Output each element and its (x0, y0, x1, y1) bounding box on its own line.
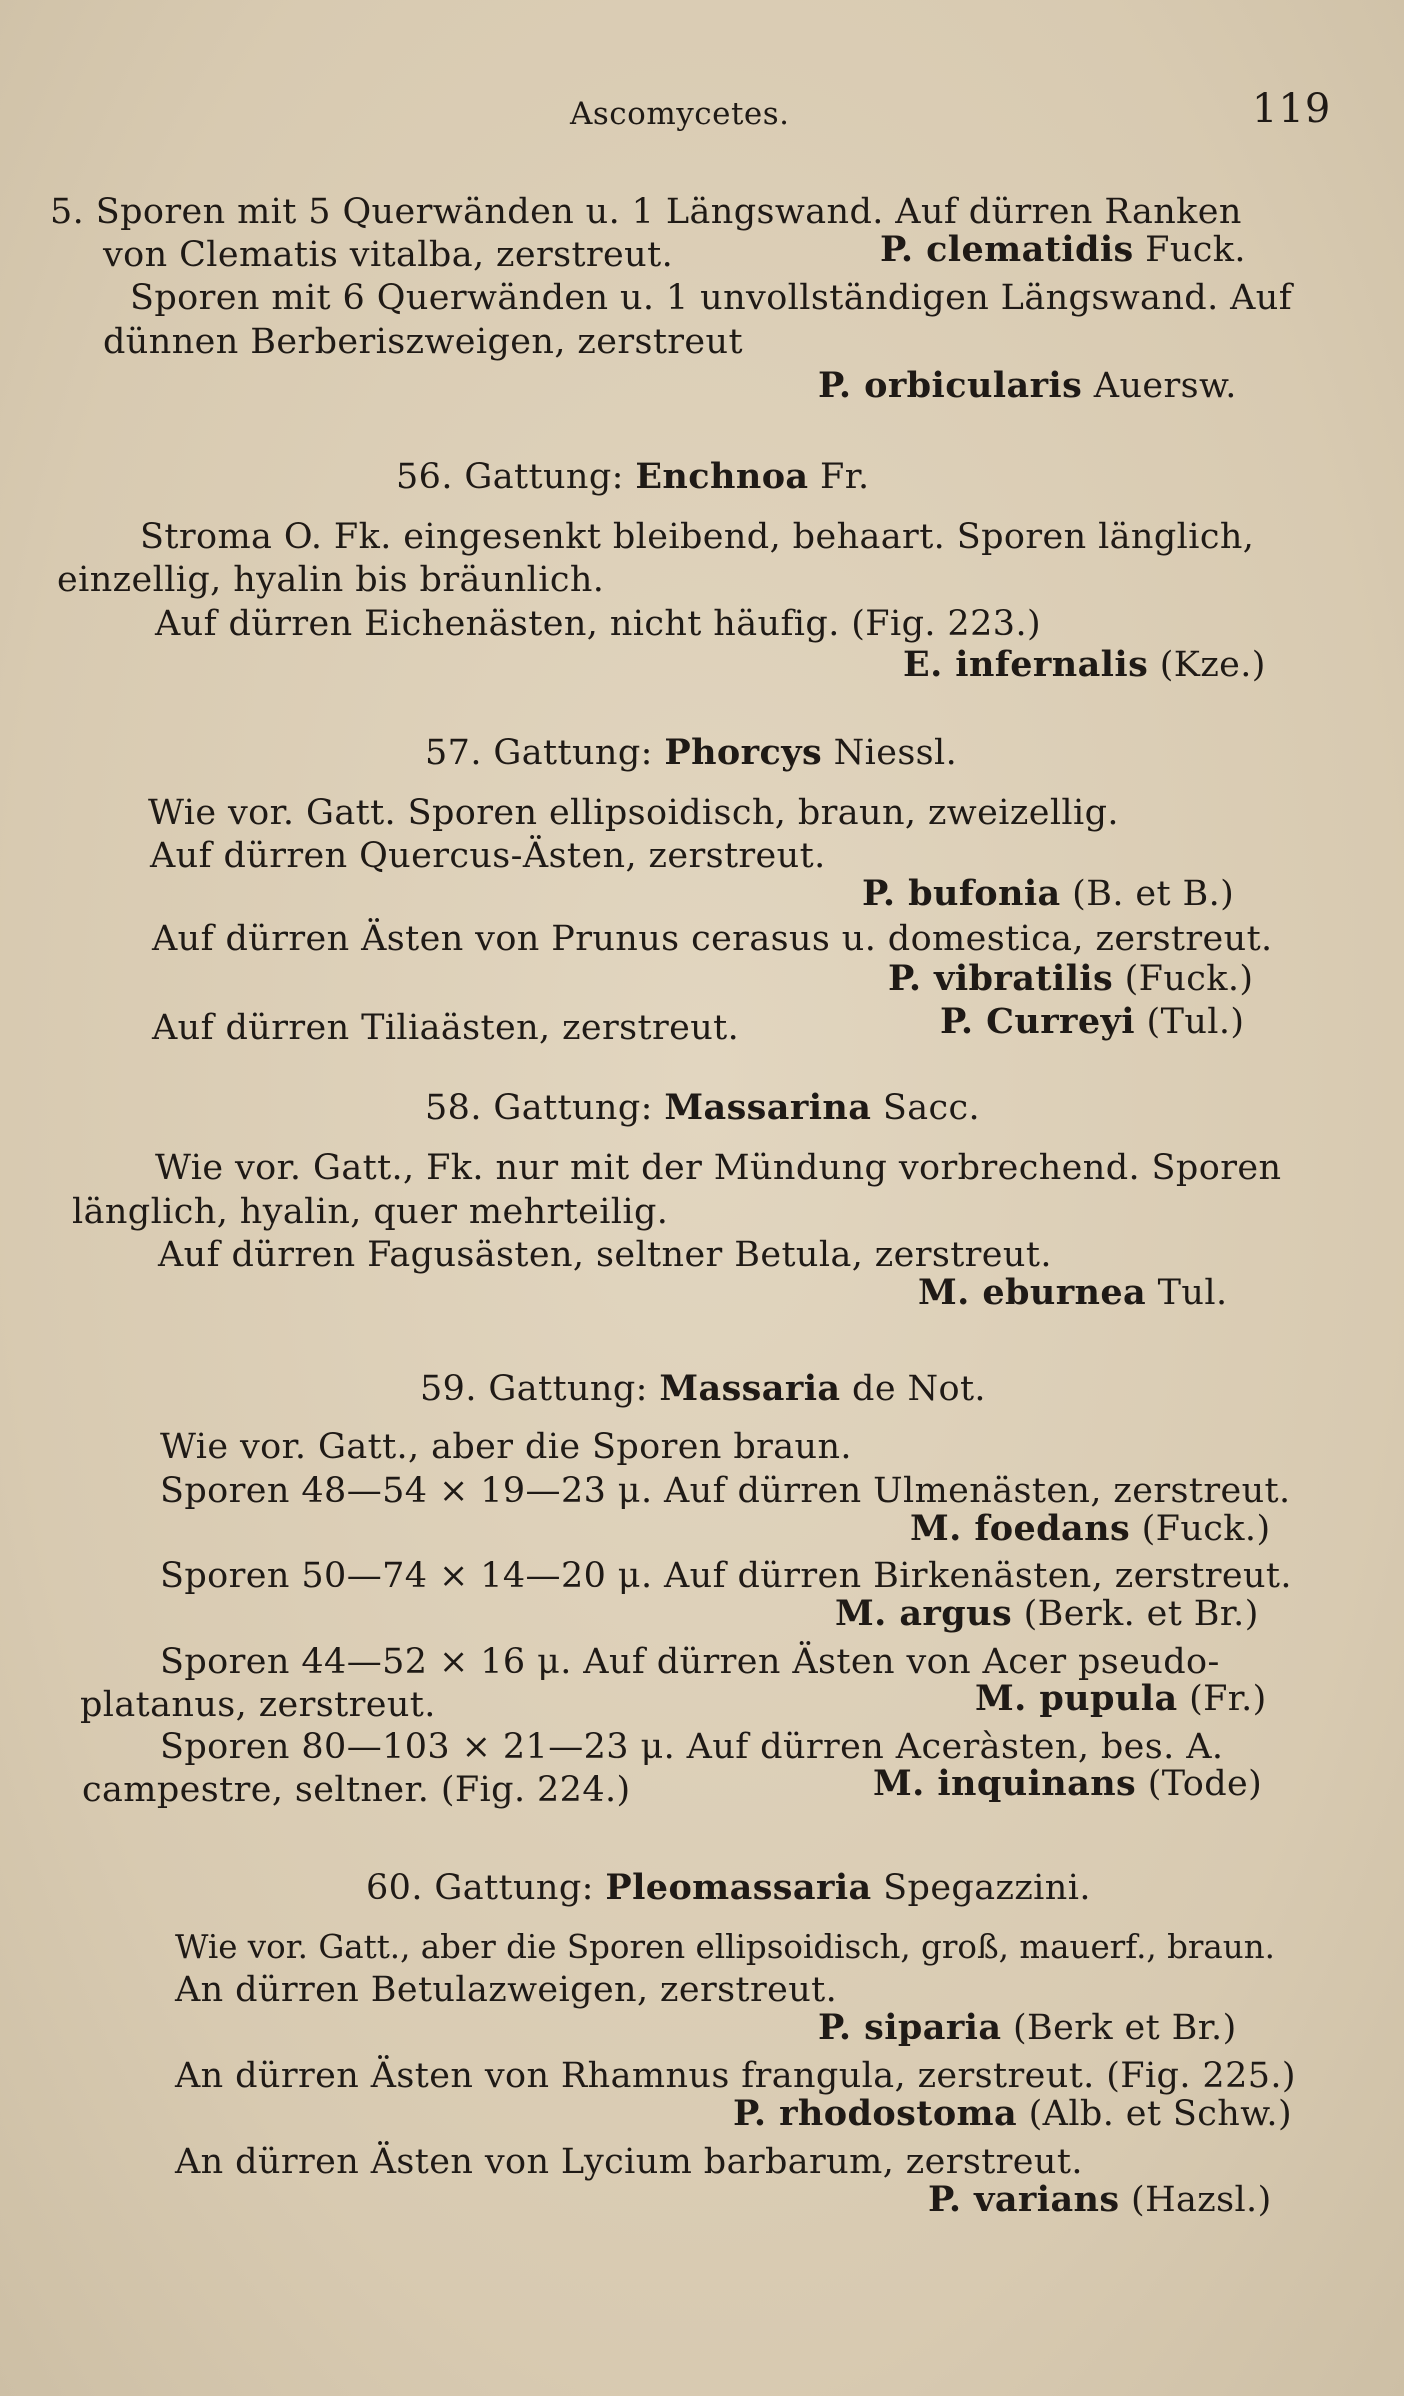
species-author: (Fuck.) (1141, 1509, 1271, 1549)
species-entry (928, 2178, 1272, 2222)
body-line: Auf dürren Ästen von Prunus cerasus u. domestica, zerstreut. (152, 919, 1273, 959)
genus-number: 59. Gattung: (420, 1369, 648, 1409)
species-name: P. Curreyi (940, 1001, 1135, 1042)
genus-author: Spegazzini. (883, 1868, 1091, 1908)
species-name: P. vibratilis (888, 958, 1114, 999)
species-entry (888, 957, 1253, 1001)
body-line: Stroma O. Fk. eingesenkt bleibend, behaart. Sporen länglich, (140, 517, 1255, 557)
body-line: Sporen 50—74 × 14—20 μ. Auf dürren Birkenästen, zerstreut. (160, 1556, 1292, 1596)
genus-name: Phorcys (664, 732, 823, 773)
species-author: (Alb. et Schw.) (1028, 2094, 1292, 2134)
body-line: dünnen Berberiszweigen, zerstreut (103, 322, 743, 362)
species-author: Tul. (1157, 1273, 1228, 1313)
genus-author: de Not. (852, 1369, 986, 1409)
genus-number: 56. Gattung: (396, 457, 624, 497)
species-entry (873, 1762, 1262, 1806)
body-line: An dürren Ästen von Lycium barbarum, zerstreut. (175, 2142, 1083, 2182)
genus-heading (425, 1086, 980, 1130)
genus-number: 60. Gattung: (366, 1868, 594, 1908)
genus-heading (425, 731, 957, 775)
species-name: M. inquinans (873, 1763, 1137, 1804)
body-line: Sporen 44—52 × 16 μ. Auf dürren Ästen von Acer pseudo- (160, 1642, 1220, 1682)
species-name: P. orbicularis (818, 365, 1083, 406)
page-number: 119 (1252, 86, 1332, 132)
species-author: (Berk. et Br.) (1023, 1594, 1259, 1634)
body-line: Auf dürren Tiliaästen, zerstreut. (152, 1008, 740, 1048)
genus-name: Massaria (659, 1368, 841, 1409)
species-entry (835, 1592, 1259, 1636)
species-author: (Tode) (1147, 1764, 1263, 1804)
body-line: einzellig, hyalin bis bräunlich. (57, 560, 605, 600)
genus-number: 57. Gattung: (425, 733, 653, 773)
species-name: P. varians (928, 2179, 1120, 2220)
species-author: (Hazsl.) (1131, 2180, 1272, 2220)
species-author: (Tul.) (1146, 1002, 1245, 1042)
species-entry (903, 643, 1266, 687)
species-entry (940, 1000, 1244, 1044)
genus-name: Enchnoa (635, 456, 809, 497)
body-line: von Clematis vitalba, zerstreut. (103, 235, 674, 275)
species-name: M. eburnea (918, 1272, 1147, 1313)
body-line: 5. Sporen mit 5 Querwänden u. 1 Längswand. Auf dürren Ranken (50, 192, 1242, 232)
body-line: Auf dürren Fagusästen, seltner Betula, zerstreut. (158, 1235, 1052, 1275)
species-entry (733, 2092, 1292, 2136)
body-line: An dürren Ästen von Rhamnus frangula, zerstreut. (Fig. 225.) (175, 2056, 1296, 2096)
body-line: Auf dürren Eichenästen, nicht häufig. (Fig. 223.) (155, 604, 1042, 644)
genus-heading (366, 1866, 1091, 1910)
running-header: Ascomycetes. (570, 96, 790, 132)
body-line: Sporen 80—103 × 21—23 μ. Auf dürren Aceràsten, bes. A. (160, 1727, 1224, 1767)
species-name: P. siparia (818, 2007, 1002, 2048)
species-name: E. infernalis (903, 644, 1149, 685)
genus-name: Pleomassaria (605, 1867, 872, 1908)
species-entry (818, 2006, 1237, 2050)
species-author: Fuck. (1145, 230, 1246, 270)
species-name: P. rhodostoma (733, 2093, 1018, 2134)
body-line: Sporen mit 6 Querwänden u. 1 unvollständigen Längswand. Auf (130, 278, 1293, 318)
body-line: Wie vor. Gatt. Sporen ellipsoidisch, braun, zweizellig. (148, 793, 1119, 833)
genus-author: Fr. (820, 457, 870, 497)
genus-heading (396, 455, 870, 499)
genus-author: Sacc. (882, 1088, 981, 1128)
genus-number: 58. Gattung: (425, 1088, 653, 1128)
species-author: Auersw. (1093, 366, 1237, 406)
species-name: M. pupula (975, 1678, 1178, 1719)
species-entry (918, 1271, 1227, 1315)
species-author: (Kze.) (1159, 645, 1266, 685)
genus-heading (420, 1367, 986, 1411)
body-line: Wie vor. Gatt., Fk. nur mit der Mündung vorbrechend. Sporen (155, 1148, 1282, 1188)
species-entry (880, 228, 1246, 272)
species-name: M. foedans (910, 1508, 1131, 1549)
species-name: P. bufonia (862, 873, 1061, 914)
body-line: platanus, zerstreut. (80, 1685, 436, 1725)
species-entry (862, 872, 1234, 916)
species-author: (Fuck.) (1124, 959, 1254, 999)
body-line: Sporen 48—54 × 19—23 μ. Auf dürren Ulmenästen, zerstreut. (160, 1471, 1291, 1511)
species-entry (975, 1677, 1267, 1721)
body-line: An dürren Betulazweigen, zerstreut. (175, 1970, 838, 2010)
species-name: M. argus (835, 1593, 1013, 1634)
species-author: (B. et B.) (1072, 874, 1235, 914)
species-entry (910, 1507, 1271, 1551)
body-line: Auf dürren Quercus-Ästen, zerstreut. (150, 836, 826, 876)
genus-author: Niessl. (833, 733, 958, 773)
species-author: (Berk et Br.) (1013, 2008, 1237, 2048)
body-line: Wie vor. Gatt., aber die Sporen braun. (160, 1427, 852, 1467)
genus-name: Massarina (664, 1087, 872, 1128)
species-name: P. clematidis (880, 229, 1134, 270)
body-line: Wie vor. Gatt., aber die Sporen ellipsoidisch, groß, mauerf., braun. (175, 1928, 1275, 1966)
species-author: (Fr.) (1189, 1679, 1267, 1719)
species-entry (818, 364, 1237, 408)
body-line: länglich, hyalin, quer mehrteilig. (72, 1192, 669, 1232)
body-line: campestre, seltner. (Fig. 224.) (82, 1770, 631, 1810)
